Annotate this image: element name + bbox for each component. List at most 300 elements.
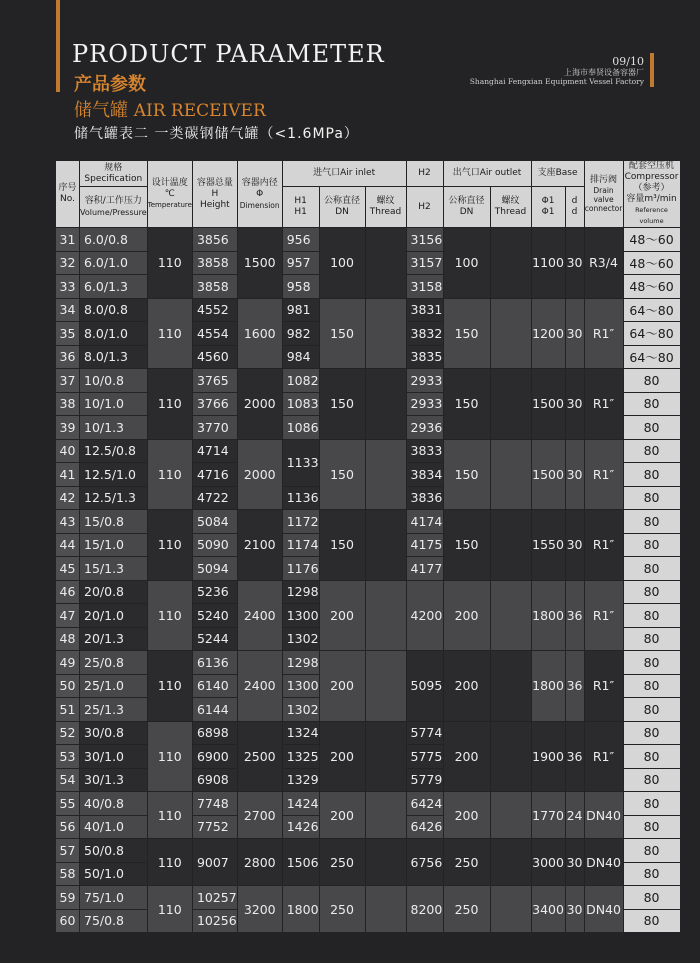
- table-row: [56, 886, 680, 909]
- row-no: 42: [56, 487, 79, 510]
- row-dn: 200: [320, 722, 365, 792]
- row-vp: 10/0.8: [80, 369, 147, 392]
- subtitle-cn: 储气罐: [74, 100, 128, 121]
- row-height: 6898: [193, 722, 237, 745]
- header-outlet-dn-en: DN: [459, 207, 474, 218]
- row-h2: 2933: [407, 369, 443, 392]
- row-dn: 100: [320, 228, 365, 298]
- factory-name-cn: 上海市奉贤设备容器厂: [564, 68, 644, 77]
- header-h1a: H1: [294, 196, 307, 207]
- row-drain: DN40: [585, 839, 623, 885]
- header-inlet-thread-en: Thread: [369, 207, 402, 218]
- header-outlet-thread: [491, 187, 531, 227]
- row-comp: 80: [624, 792, 680, 815]
- row-temp: 110: [148, 299, 192, 369]
- row-comp: 64～80: [624, 299, 680, 322]
- row-temp: 110: [148, 651, 192, 721]
- row-othread: [491, 510, 531, 580]
- row-comp: 80: [624, 675, 680, 698]
- row-dim: 2100: [238, 510, 282, 580]
- row-height: 5090: [193, 534, 237, 557]
- row-comp: 80: [624, 628, 680, 651]
- header-comp-en: Compressor: [624, 172, 679, 182]
- row-h2: 6756: [407, 839, 443, 885]
- row-dim: 2700: [238, 792, 282, 838]
- table-row: [56, 228, 680, 251]
- row-height: 9007: [193, 839, 237, 885]
- row-othread: [491, 651, 531, 721]
- row-vp: 20/0.8: [80, 581, 147, 604]
- row-height: 4714: [193, 440, 237, 463]
- row-h2: 3157: [407, 252, 443, 275]
- header-comp-cap: 容量m³/min: [626, 194, 677, 204]
- row-othread: [491, 792, 531, 838]
- row-comp: 80: [624, 651, 680, 674]
- row-drain: R1″: [585, 299, 623, 369]
- header-outlet-dn: [444, 187, 490, 227]
- row-height: 3858: [193, 275, 237, 298]
- row-vp: 25/1.3: [80, 698, 147, 721]
- row-temp: 110: [148, 228, 192, 298]
- row-h1: 1300: [283, 604, 319, 627]
- row-h1: 1302: [283, 628, 319, 651]
- row-temp: 110: [148, 886, 192, 932]
- row-phi1: 3000: [532, 839, 565, 885]
- row-vp: 40/1.0: [80, 816, 147, 839]
- row-h1: 956: [283, 228, 319, 251]
- header-no-cn: 序号: [58, 183, 77, 193]
- row-vp: 15/0.8: [80, 510, 147, 533]
- row-vp: 25/1.0: [80, 675, 147, 698]
- row-height: 5236: [193, 581, 237, 604]
- table-row: [56, 299, 680, 322]
- row-othread: [491, 722, 531, 792]
- row-h1: 957: [283, 252, 319, 275]
- row-h2: 3833: [407, 440, 443, 463]
- row-height: 5244: [193, 628, 237, 651]
- factory-name-en: Shanghai Fengxian Equipment Vessel Factory: [469, 77, 644, 86]
- row-vp: 75/0.8: [80, 910, 147, 933]
- row-no: 57: [56, 839, 79, 862]
- row-thread: [366, 839, 406, 885]
- row-drain: R3/4: [585, 228, 623, 298]
- row-dim: 2400: [238, 581, 282, 651]
- row-phi1: 1100: [532, 228, 565, 298]
- row-h1: 1300: [283, 675, 319, 698]
- row-dim: 1500: [238, 228, 282, 298]
- row-h2: 3836: [407, 487, 443, 510]
- row-temp: 110: [148, 510, 192, 580]
- row-h1: 1298: [283, 581, 319, 604]
- header-comp-ref-en: Reference volume: [635, 206, 668, 225]
- row-vp: 25/0.8: [80, 651, 147, 674]
- row-no: 39: [56, 416, 79, 439]
- row-vp: 10/1.3: [80, 416, 147, 439]
- accent-bar-left: [56, 0, 60, 92]
- row-h1: 1506: [283, 839, 319, 885]
- row-no: 44: [56, 534, 79, 557]
- row-h2: 6426: [407, 816, 443, 839]
- row-dim: 2500: [238, 722, 282, 792]
- row-vp: 20/1.0: [80, 604, 147, 627]
- header-dim-sym: Φ: [256, 188, 264, 199]
- header-drain-cn: 排污阀: [590, 175, 618, 185]
- row-comp: 80: [624, 886, 680, 909]
- header-dimension: [238, 161, 282, 227]
- row-height: 3766: [193, 393, 237, 416]
- row-vp: 12.5/1.0: [80, 463, 147, 486]
- row-h1: 1302: [283, 698, 319, 721]
- row-height: 4560: [193, 346, 237, 369]
- row-h2: 3831: [407, 299, 443, 322]
- row-odn: 250: [444, 886, 490, 932]
- header-no: [56, 161, 79, 227]
- row-comp: 64～80: [624, 346, 680, 369]
- header-compressor: [624, 161, 680, 227]
- row-comp: 80: [624, 745, 680, 768]
- row-phi1: 1500: [532, 440, 565, 510]
- row-dn: 250: [320, 839, 365, 885]
- row-no: 32: [56, 252, 79, 275]
- row-drain: DN40: [585, 792, 623, 838]
- header-temp-cn: 设计温度: [151, 177, 188, 188]
- row-vp: 8.0/1.0: [80, 322, 147, 345]
- row-height: 10257: [193, 886, 237, 909]
- row-d: 30: [566, 299, 584, 369]
- table-title: 储气罐表二 一类碳钢储气罐（<1.6MPa）: [74, 126, 359, 142]
- table-row: [56, 722, 680, 745]
- row-height: 6908: [193, 769, 237, 792]
- row-d: 30: [566, 886, 584, 932]
- header-h2b: H2: [407, 187, 443, 227]
- row-dn: 150: [320, 440, 365, 510]
- header-h2a: H2: [407, 161, 443, 186]
- row-comp: 80: [624, 369, 680, 392]
- row-thread: [366, 581, 406, 651]
- row-thread: [366, 299, 406, 369]
- row-no: 54: [56, 769, 79, 792]
- row-thread: [366, 510, 406, 580]
- row-odn: 200: [444, 792, 490, 838]
- row-h2: 8200: [407, 886, 443, 932]
- header-da: d: [571, 196, 578, 207]
- header-drain-en: Drain valve connector: [584, 186, 623, 213]
- row-othread: [491, 369, 531, 439]
- row-h2: 3832: [407, 322, 443, 345]
- row-h2: 3158: [407, 275, 443, 298]
- row-dn: 200: [320, 651, 365, 721]
- header-volume-pressure: [80, 187, 147, 227]
- row-comp: 80: [624, 440, 680, 463]
- row-vp: 50/0.8: [80, 839, 147, 862]
- header-base: 支座Base: [532, 161, 584, 186]
- row-d: 30: [566, 440, 584, 510]
- row-no: 60: [56, 910, 79, 933]
- row-comp: 80: [624, 722, 680, 745]
- row-height: 6144: [193, 698, 237, 721]
- row-othread: [491, 299, 531, 369]
- row-h2: 3834: [407, 463, 443, 486]
- row-no: 40: [56, 440, 79, 463]
- row-height: 4722: [193, 487, 237, 510]
- row-height: 5240: [193, 604, 237, 627]
- section-subtitle: [74, 96, 266, 122]
- row-phi1: 1200: [532, 299, 565, 369]
- header-comp-ref-cn: （参考）: [633, 183, 670, 193]
- row-no: 34: [56, 299, 79, 322]
- row-odn: 150: [444, 299, 490, 369]
- row-no: 33: [56, 275, 79, 298]
- header-drain: [585, 161, 623, 227]
- row-no: 36: [56, 346, 79, 369]
- header-h1b: H1: [294, 207, 307, 218]
- row-h2: 2933: [407, 393, 443, 416]
- row-thread: [366, 440, 406, 510]
- header-inlet-thread: [366, 187, 406, 227]
- row-height: 6900: [193, 745, 237, 768]
- subtitle-en: AIR RECEIVER: [133, 101, 266, 121]
- row-odn: 150: [444, 510, 490, 580]
- row-no: 46: [56, 581, 79, 604]
- row-height: 6140: [193, 675, 237, 698]
- row-comp: 80: [624, 698, 680, 721]
- row-h2: 2936: [407, 416, 443, 439]
- row-no: 51: [56, 698, 79, 721]
- header-height-sym: H: [211, 188, 219, 199]
- row-no: 38: [56, 393, 79, 416]
- row-h1: 1086: [283, 416, 319, 439]
- row-no: 50: [56, 675, 79, 698]
- header-outlet-thread-en: Thread: [494, 207, 527, 218]
- table-row: [56, 792, 680, 815]
- row-temp: 110: [148, 792, 192, 838]
- row-vp: 12.5/1.3: [80, 487, 147, 510]
- row-h1: 1172: [283, 510, 319, 533]
- row-othread: [491, 839, 531, 885]
- table-row: [56, 581, 680, 604]
- row-thread: [366, 228, 406, 298]
- row-dim: 2400: [238, 651, 282, 721]
- row-dim: 2000: [238, 440, 282, 510]
- header-inlet-dn-en: DN: [335, 207, 349, 218]
- row-dn: 150: [320, 369, 365, 439]
- row-h2: 6424: [407, 792, 443, 815]
- header-outlet-thread-cn: 螺纹: [501, 196, 520, 207]
- row-comp: 80: [624, 463, 680, 486]
- row-phi1: 1900: [532, 722, 565, 792]
- row-odn: 150: [444, 440, 490, 510]
- row-comp: 48～60: [624, 252, 680, 275]
- row-height: 7748: [193, 792, 237, 815]
- header-inlet-dn-cn: 公称直径: [324, 196, 361, 207]
- row-drain: R1″: [585, 440, 623, 510]
- header-p1b: Φ1: [541, 207, 555, 218]
- row-phi1: 1500: [532, 369, 565, 439]
- row-no: 56: [56, 816, 79, 839]
- row-height: 7752: [193, 816, 237, 839]
- row-drain: R1″: [585, 581, 623, 651]
- row-no: 55: [56, 792, 79, 815]
- row-h2: 5779: [407, 769, 443, 792]
- row-odn: 200: [444, 722, 490, 792]
- row-d: 36: [566, 581, 584, 651]
- row-vp: 20/1.3: [80, 628, 147, 651]
- row-h1: 984: [283, 346, 319, 369]
- row-drain: R1″: [585, 651, 623, 721]
- header-temp-en: Temperature: [147, 200, 192, 209]
- row-drain: R1″: [585, 510, 623, 580]
- row-dim: 2000: [238, 369, 282, 439]
- row-h1: 1329: [283, 769, 319, 792]
- row-drain: R1″: [585, 369, 623, 439]
- row-height: 10256: [193, 910, 237, 933]
- row-no: 59: [56, 886, 79, 909]
- row-vp: 75/1.0: [80, 886, 147, 909]
- row-thread: [366, 369, 406, 439]
- row-no: 47: [56, 604, 79, 627]
- row-height: 4552: [193, 299, 237, 322]
- row-no: 48: [56, 628, 79, 651]
- header-vp-en: Volume/Pressure: [80, 208, 147, 218]
- row-h1: 1083: [283, 393, 319, 416]
- row-h1: 958: [283, 275, 319, 298]
- row-comp: 80: [624, 910, 680, 933]
- table-row: [56, 369, 680, 392]
- row-h1: 1082: [283, 369, 319, 392]
- row-dn: 150: [320, 510, 365, 580]
- row-comp: 80: [624, 863, 680, 886]
- header-p1a: Φ1: [541, 196, 555, 207]
- row-h2: 4175: [407, 534, 443, 557]
- row-height: 5084: [193, 510, 237, 533]
- row-comp: 80: [624, 581, 680, 604]
- table-row: [56, 651, 680, 674]
- row-h2: 5774: [407, 722, 443, 745]
- header-inlet-h1: [283, 187, 319, 227]
- row-dn: 150: [320, 299, 365, 369]
- row-vp: 8.0/1.3: [80, 346, 147, 369]
- row-h2: 4174: [407, 510, 443, 533]
- header-inlet: 进气口Air inlet: [283, 161, 406, 186]
- row-vp: 30/1.3: [80, 769, 147, 792]
- row-h1: 1298: [283, 651, 319, 674]
- row-othread: [491, 440, 531, 510]
- row-phi1: 1800: [532, 581, 565, 651]
- row-phi1: 3400: [532, 886, 565, 932]
- row-vp: 50/1.0: [80, 863, 147, 886]
- row-temp: 110: [148, 722, 192, 792]
- header-inlet-thread-cn: 螺纹: [376, 196, 395, 207]
- row-comp: 64～80: [624, 322, 680, 345]
- row-dn: 200: [320, 581, 365, 651]
- header-temp-unit: ℃: [164, 188, 175, 199]
- row-phi1: 1770: [532, 792, 565, 838]
- row-comp: 80: [624, 816, 680, 839]
- header-temp: [148, 161, 192, 227]
- row-h2: 4200: [407, 581, 443, 651]
- header-dim-cn: 容器内径: [241, 177, 278, 188]
- row-temp: 110: [148, 440, 192, 510]
- row-h1: 1800: [283, 886, 319, 932]
- row-h2: 4177: [407, 557, 443, 580]
- header-height-en: Height: [199, 199, 230, 210]
- row-h1: 1424: [283, 792, 319, 815]
- row-odn: 150: [444, 369, 490, 439]
- header-dim-en: Dimension: [239, 200, 280, 210]
- row-no: 37: [56, 369, 79, 392]
- row-thread: [366, 792, 406, 838]
- row-dim: 2800: [238, 839, 282, 885]
- row-h2: 5775: [407, 745, 443, 768]
- row-temp: 110: [148, 581, 192, 651]
- row-no: 52: [56, 722, 79, 745]
- row-odn: 200: [444, 651, 490, 721]
- row-comp: 80: [624, 839, 680, 862]
- row-vp: 30/0.8: [80, 722, 147, 745]
- row-temp: 110: [148, 369, 192, 439]
- row-vp: 15/1.0: [80, 534, 147, 557]
- header-no-en: No.: [60, 194, 75, 204]
- header-inlet-dn: [320, 187, 365, 227]
- row-d: 36: [566, 722, 584, 792]
- row-vp: 6.0/1.3: [80, 275, 147, 298]
- page-title: PRODUCT PARAMETER: [72, 40, 385, 68]
- header-vp-cn: 容积/工作压力: [84, 196, 142, 207]
- row-drain: DN40: [585, 886, 623, 932]
- row-h2: 5095: [407, 651, 443, 721]
- row-dim: 3200: [238, 886, 282, 932]
- row-no: 35: [56, 322, 79, 345]
- row-h1: 1426: [283, 816, 319, 839]
- row-vp: 6.0/0.8: [80, 228, 147, 251]
- row-drain: R1″: [585, 722, 623, 792]
- row-thread: [366, 886, 406, 932]
- header-db: d: [571, 207, 578, 218]
- row-height: 4554: [193, 322, 237, 345]
- row-d: 24: [566, 792, 584, 838]
- row-height: 6136: [193, 651, 237, 674]
- row-comp: 80: [624, 416, 680, 439]
- row-comp: 80: [624, 604, 680, 627]
- row-odn: 200: [444, 581, 490, 651]
- row-height: 3770: [193, 416, 237, 439]
- row-vp: 15/1.3: [80, 557, 147, 580]
- row-vp: 8.0/0.8: [80, 299, 147, 322]
- row-comp: 80: [624, 557, 680, 580]
- parameter-table: [55, 160, 681, 933]
- row-othread: [491, 886, 531, 932]
- row-d: 36: [566, 651, 584, 721]
- row-vp: 40/0.8: [80, 792, 147, 815]
- table-row: [56, 839, 680, 862]
- row-othread: [491, 228, 531, 298]
- row-odn: 250: [444, 839, 490, 885]
- row-height: 5094: [193, 557, 237, 580]
- row-h1: 1136: [283, 487, 319, 510]
- header-base-d: [566, 187, 584, 227]
- row-no: 53: [56, 745, 79, 768]
- table-row: [56, 510, 680, 533]
- row-h1: 1325: [283, 745, 319, 768]
- row-h1: 1176: [283, 557, 319, 580]
- header-outlet-dn-cn: 公称直径: [448, 196, 485, 207]
- row-no: 58: [56, 863, 79, 886]
- row-h2: 3835: [407, 346, 443, 369]
- row-h1: 1324: [283, 722, 319, 745]
- row-comp: 80: [624, 487, 680, 510]
- row-comp: 48～60: [624, 275, 680, 298]
- header-spec: 规格Specification: [80, 161, 147, 186]
